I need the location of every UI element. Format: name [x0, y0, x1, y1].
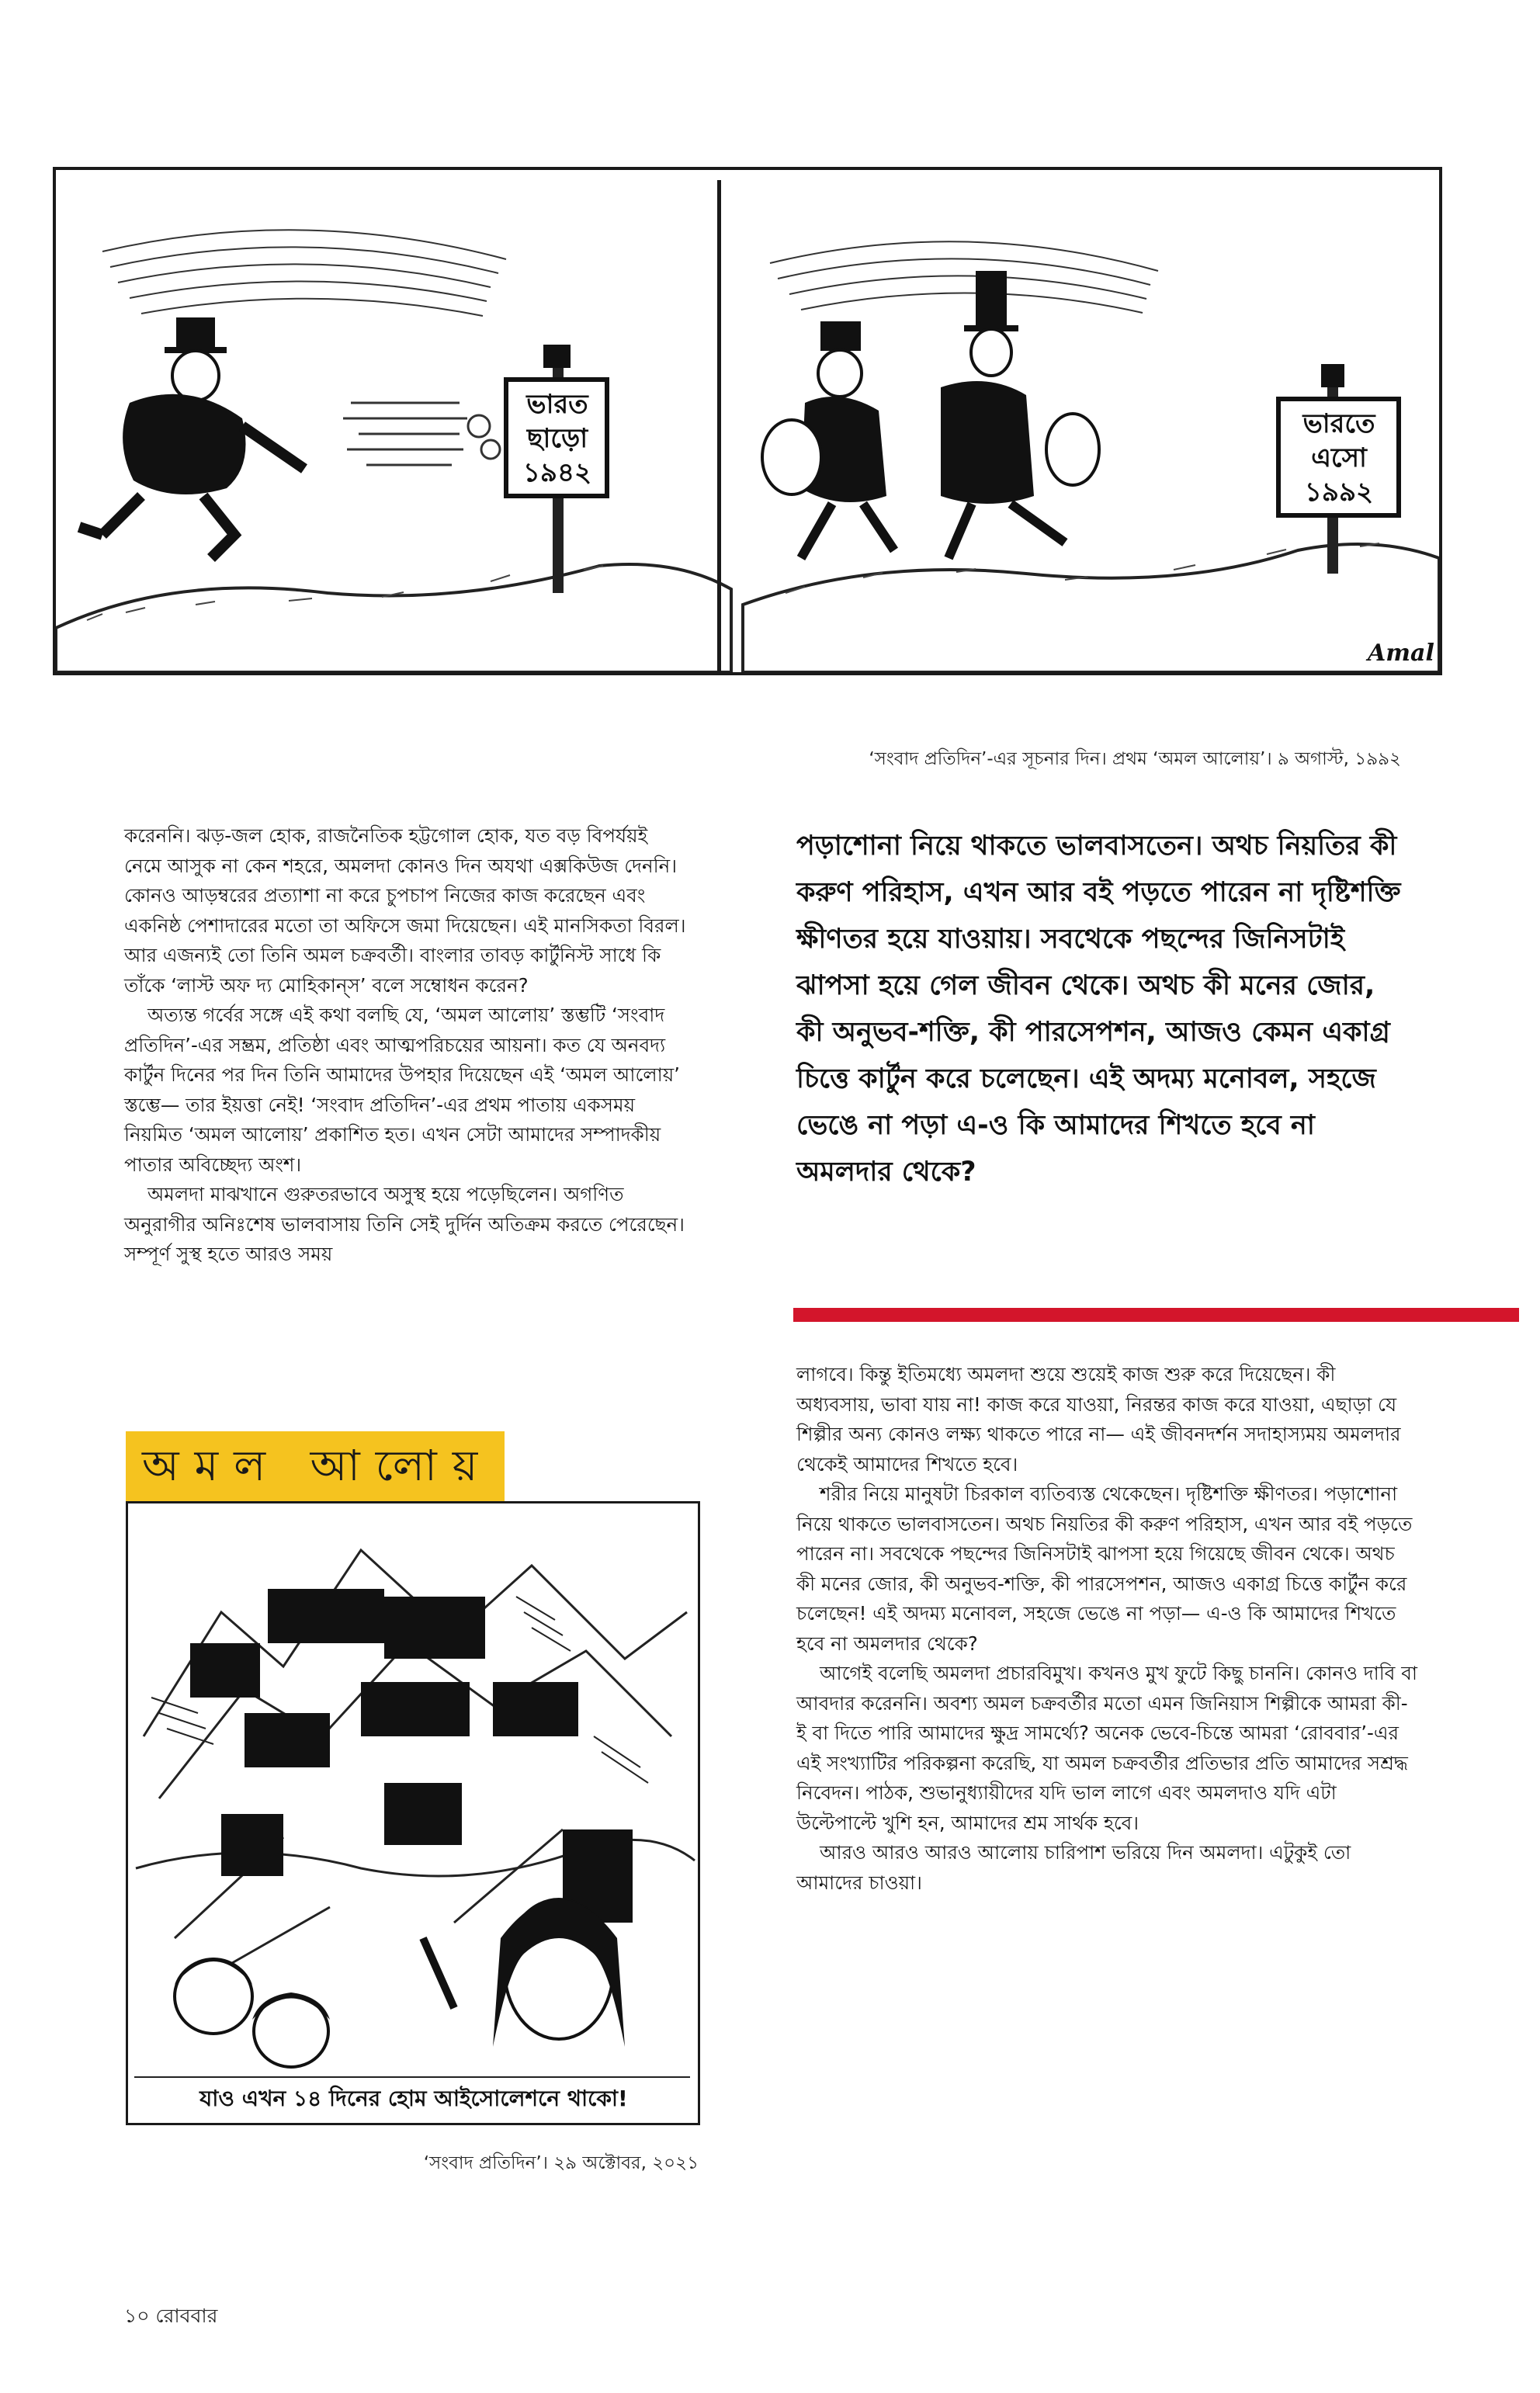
right-sign-line-3: ১৯৯২	[1304, 477, 1374, 508]
inset-panel-caption: যাও এখন ১৪ দিনের হোম আইসোলেশনে থাকো!	[199, 2085, 628, 2111]
left-paragraph-3: অমলদা মাঝখানে গুরুতরভাবে অসুস্থ হয়ে পড়েছিলেন। অগণিত অনুরাগীর অনিঃশেষ ভালবাসায় তিনি সেই দুর্দিন অতিক্রম করতে পেরেছেন। সম্পূর্ণ সুস্থ হতে আরও সময়	[124, 1183, 685, 1265]
right-sign-line-1: ভারতে	[1302, 408, 1375, 439]
right-paragraph-1: লাগবে। কিন্তু ইতিমধ্যে অমলদা শুয়ে শুয়েই কাজ শুরু করে দিয়েছেন। কী অধ্যবসায়, ভাবা যায় না! কাজ করে যাওয়া, নিরন্তর কাজ করে যাওয়া, এছাড়া যে শিল্পীর অন্য কোনও লক্ষ্য থাকতে পারে না— এই জীবনদর্শন সদাহাস্যময় অমলদার থেকেই আমাদের শিখতে হবে।	[796, 1363, 1401, 1476]
left-runner-figure	[79, 317, 304, 558]
left-paragraph-2: অত্যন্ত গর্বের সঙ্গে এই কথা বলছি যে, ‘অমল আলোয়’ স্তম্ভটি ‘সংবাদ প্রতিদিন’-এর সম্ভ্রম, প্রতিষ্ঠা এবং আত্মপরিচয়ের আয়না। কত যে অনবদ্য কার্টুন দিনের পর দিন তিনি আমাদের উপহার দিয়েছেন এই ‘অমল আলোয়’ স্তম্ভে— তার ইয়ত্তা নেই! ‘সংবাদ প্রতিদিন’-এর প্রথম পাতায় একসময় নিয়মিত ‘অমল আলোয়’ প্রকাশিত হত। এখন সেটা আমাদের সম্পাদকীয় পাতার অবিচ্ছেদ্য অংশ।	[124, 1004, 680, 1176]
left-sign-line-2: ছাড়ো	[526, 423, 588, 454]
top-cartoon-strip	[53, 167, 1442, 675]
left-sign-line-3: ১৯৪২	[522, 457, 592, 488]
artist-signature: Amal	[1368, 640, 1434, 667]
left-column	[124, 821, 689, 1270]
inset-cartoon-caption: ‘সংবাদ প্রতিদিন’। ২৯ অক্টোবর, ২০২১	[423, 2153, 699, 2173]
inset-cartoon-panel	[126, 1501, 700, 2125]
red-divider-rule	[793, 1308, 1519, 1322]
left-paragraph-1: করেননি। ঝড়-জল হোক, রাজনৈতিক হট্টগোল হোক, যত বড় বিপর্যয়ই নেমে আসুক না কেন শহরে, অমলদা কোনও দিন অযথা এক্সকিউজ দেননি। কোনও আড়ম্বরের প্রত্যাশা না করে চুপচাপ নিজের কাজ করেছেন এবং একনিষ্ঠ পেশাদারের মতো তা অফিসে জমা দিয়েছেন। এই মানসিকতা বিরল। আর এজন্যই তো তিনি অমল চক্রবর্তী। বাংলার তাবড় কার্টুনিস্ট সাধে কি তাঁকে ‘লাস্ট অফ দ্য মোহিকান্‌স’ বলে সম্বোধন করেন?	[124, 824, 686, 997]
left-sign-line-1: ভারত	[526, 389, 588, 420]
cartoon-drawing	[56, 170, 1439, 672]
right-runners-figures	[762, 271, 1099, 558]
inset-cartoon-title: অমল আলোয়	[142, 1441, 494, 1490]
right-paragraph-4: আরও আরও আরও আলোয় চারিপাশ ভরিয়ে দিন অমলদা। এটুকুই তো আমাদের চাওয়া।	[796, 1841, 1351, 1894]
pull-quote: পড়াশোনা নিয়ে থাকতে ভালবাসতেন। অথচ নিয়তির কী করুণ পরিহাস, এখন আর বই পড়তে পারেন না দৃষ্টিশক্তি ক্ষীণতর হয়ে যাওয়ায়। সবথেকে পছন্দের জিনিসটাই ঝাপসা হয়ে গেল জীবন থেকে। অথচ কী মনের জোর, কী অনুভব-শক্তি, কী পারসেপশন, আজও কেমন একাগ্র চিত্তে কার্টুন করে চলেছেন। এই অদম্য মনোবল, সহজে ভেঙে না পড়া এ-ও কি আমাদের শিখতে হবে না অমলদার থেকে?	[796, 831, 1401, 1188]
right-sign-line-2: এসো	[1311, 442, 1367, 473]
right-column	[796, 1360, 1417, 1898]
inset-cartoon-drawing	[128, 1503, 698, 2123]
inset-figures	[175, 1899, 625, 2067]
right-paragraph-3: আগেই বলেছি অমলদা প্রচারবিমুখ। কখনও মুখ ফুটে কিছু চাননি। কোনও দাবি বা আবদার করেননি। অবশ্য অমল চক্রবর্তীর মতো এমন জিনিয়াস শিল্পীকে আমরা কী-ই বা দিতে পারি আমাদের ক্ষুদ্র সামর্থ্যে? অনেক ভেবে-চিন্তে আমরা ‘রোববার’-এর এই সংখ্যাটির পরিকল্পনা করেছি, যা অমল চক্রবর্তীর প্রতিভার প্রতি আমাদের সশ্রদ্ধ নিবেদন। পাঠক, শুভানুধ্যায়ীদের যদি ভাল লাগে এবং অমলদাও যদি এটা উল্টেপাল্টে খুশি হন, আমাদের শ্রম সার্থক হবে।	[796, 1662, 1417, 1834]
right-paragraph-2: শরীর নিয়ে মানুষটা চিরকাল ব্যতিব্যস্ত থেকেছেন। দৃষ্টিশক্তি ক্ষীণতর। পড়াশোনা নিয়ে থাকতে ভালবাসতেন। অথচ নিয়তির কী করুণ পরিহাস, এখন আর বই পড়তে পারেন না। সবথেকে পছন্দের জিনিসটাই ঝাপসা হয়ে গিয়েছে জীবন থেকে। অথচ কী মনের জোর, কী অনুভব-শক্তি, কী পারসেপশন, আজও একাগ্র চিত্তে কার্টুন করে চলেছেন! এই অদম্য মনোবল, সহজে ভেঙে না পড়া— এ-ও কি আমাদের শিখতে হবে না অমলদার থেকে?	[796, 1483, 1413, 1655]
top-cartoon-caption: ‘সংবাদ প্রতিদিন’-এর সূচনার দিন। প্রথম ‘অমল আলোয়’। ৯ অগাস্ট, ১৯৯২	[869, 749, 1401, 769]
strip-panel-divider	[717, 180, 721, 675]
page-footer: ১০ রোববার	[124, 2305, 218, 2327]
